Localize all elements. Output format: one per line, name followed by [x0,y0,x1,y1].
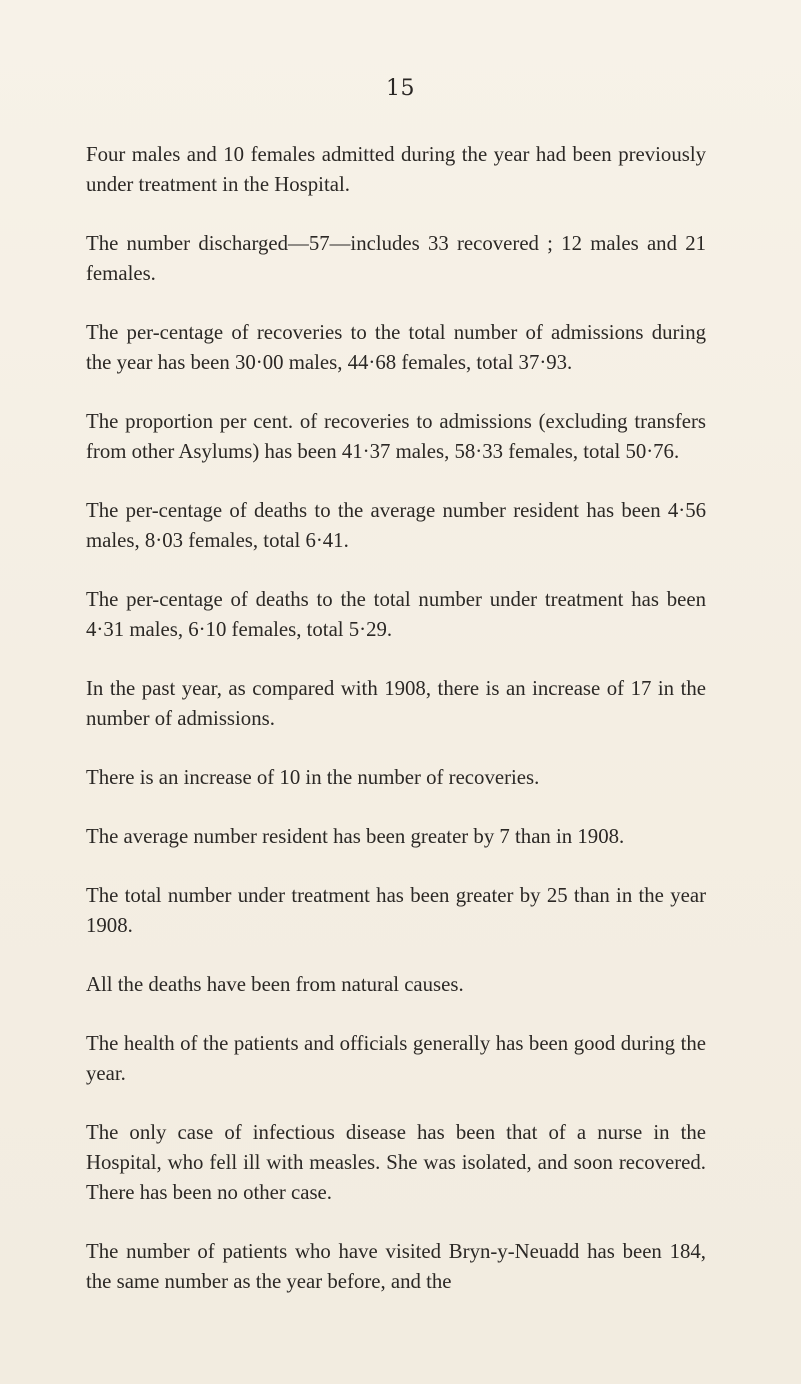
paragraph-discharged: The number discharged—57—includes 33 recovered ; 12 males and 21 females. [86,232,706,285]
paragraph-recoveries-increase: There is an increase of 10 in the number of recoveries. [86,766,540,789]
paragraph-total-treatment: The total number under treatment has been greater by 25 than in the year 1908. [86,884,706,937]
paragraph-recovery-proportion: The proportion per cent. of recoveries to admissions (excluding transfers from other Asylums) has been 41·37 males, 58·33 females, total 50·76. [86,410,706,463]
paragraph-health: The health of the patients and officials generally has been good during the year. [86,1032,706,1085]
page-number: 15 [386,76,415,101]
paragraph-infectious-disease: The only case of infectious disease has been that of a nurse in the Hospital, who fell ill with measles. She was isolated, and soon recovered. There has been no other case. [86,1121,706,1204]
paragraph-bryn-y-neuadd: The number of patients who have visited Bryn-y-Neuadd has been 184, the same number as the year before, and the [86,1240,706,1293]
paragraph-recovery-percentage: The per-centage of recoveries to the total number of admissions during the year has been 30·00 males, 44·68 females, total 37·93. [86,321,706,374]
paragraph-previous-treatment: Four males and 10 females admitted during the year had been previously under treatment in the Hospital. [86,143,706,196]
paragraph-natural-causes: All the deaths have been from natural causes. [86,973,464,996]
paragraph-admissions-increase: In the past year, as compared with 1908, there is an increase of 17 in the number of admissions. [86,677,706,730]
paragraph-average-resident: The average number resident has been greater by 7 than in 1908. [86,825,625,848]
paragraph-death-average-resident: The per-centage of deaths to the average number resident has been 4·56 males, 8·03 females, total 6·41. [86,499,706,552]
paragraph-death-total-treatment: The per-centage of deaths to the total number under treatment has been 4·31 males, 6·10 females, total 5·29. [86,588,706,641]
body-text [86,140,706,1326]
